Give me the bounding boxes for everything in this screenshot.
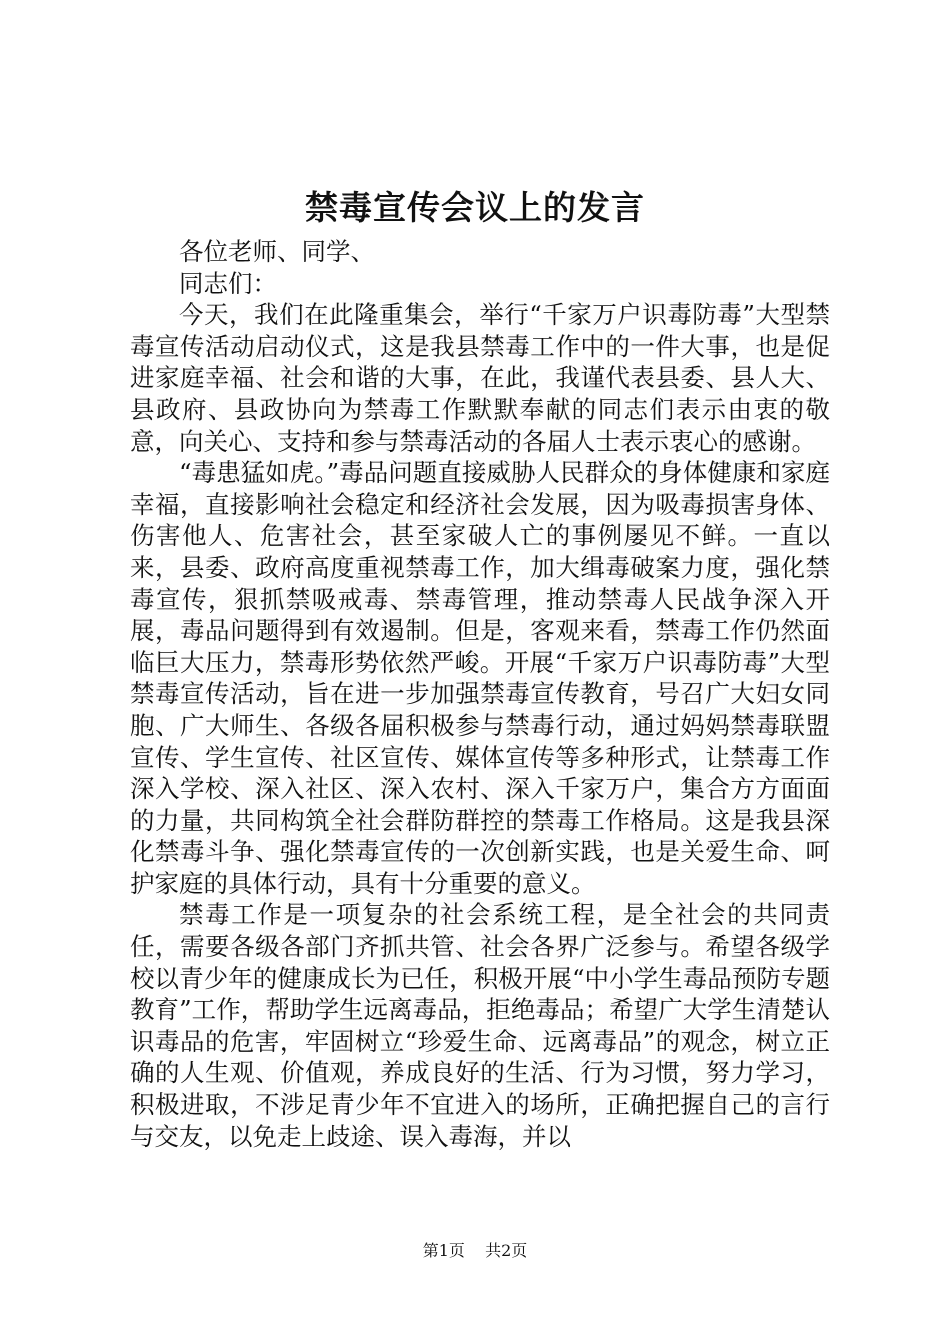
- salutation-line-1: 各位老师、同学、: [179, 237, 375, 266]
- paragraph-2: “毒患猛如虎。”毒品问题直接威胁人民群众的身体健康和家庭幸福，直接影响社会稳定和经济社会发展，因为吸毒损害身体、伤害他人、危害社会，甚至家破人亡的事例屡见不鲜。一直以来，县委、政府高度重视禁毒工作，加大缉毒破案力度，强化禁毒宣传，狠抓禁吸戒毒、禁毒管理，推动禁毒人民战争深入开展，毒品问题得到有效遏制。但是，客观来看，禁毒工作仍然面临巨大压力，禁毒形势依然严峻。开展“千家万户识毒防毒”大型禁毒宣传活动，旨在进一步加强禁毒宣传教育，号召广大妇女同胞、广大师生、各级各届积极参与禁毒行动，通过妈妈禁毒联盟宣传、学生宣传、社区宣传、媒体宣传等多种形式，让禁毒工作深入学校、深入社区、深入农村、深入千家万户，集合方方面面的力量，共同构筑全社会群防群控的禁毒工作格局。这是我县深化禁毒斗争、强化禁毒宣传的一次创新实践，也是关爱生命、呵护家庭的具体行动，具有十分重要的意义。: [130, 458, 830, 898]
- document-body: [130, 236, 830, 1152]
- salutation-line-2: 同志们：: [179, 268, 277, 298]
- page-number: 第1页: [422, 1241, 465, 1260]
- page-total: 共2页: [485, 1241, 528, 1260]
- paragraph-1: 今天，我们在此隆重集会，举行“千家万户识毒防毒”大型禁毒宣传活动启动仪式，这是我县禁毒工作中的一件大事，也是促进家庭幸福、社会和谐的大事，在此，我谨代表县委、县人大、县政府、县政协向为禁毒工作默默奉献的同志们表示由衷的敬意，向关心、支持和参与禁毒活动的各届人士表示衷心的感谢。: [130, 300, 830, 456]
- document-title: 禁毒宣传会议上的发言: [305, 188, 645, 227]
- paragraph-3: 禁毒工作是一项复杂的社会系统工程，是全社会的共同责任，需要各级各部门齐抓共管、社会各界广泛参与。希望各级学校以青少年的健康成长为已任，积极开展“中小学生毒品预防专题教育”工作，帮助学生远离毒品，拒绝毒品；希望广大学生清楚认识毒品的危害，牢固树立“珍爱生命、远离毒品”的观念，树立正确的人生观、价值观，养成良好的生活、行为习惯，努力学习，积极进取，不涉足青少年不宜进入的场所，正确把握自己的言行与交友，以免走上歧途、误入毒海，并以: [130, 900, 830, 1151]
- page-footer: [0, 1240, 950, 1262]
